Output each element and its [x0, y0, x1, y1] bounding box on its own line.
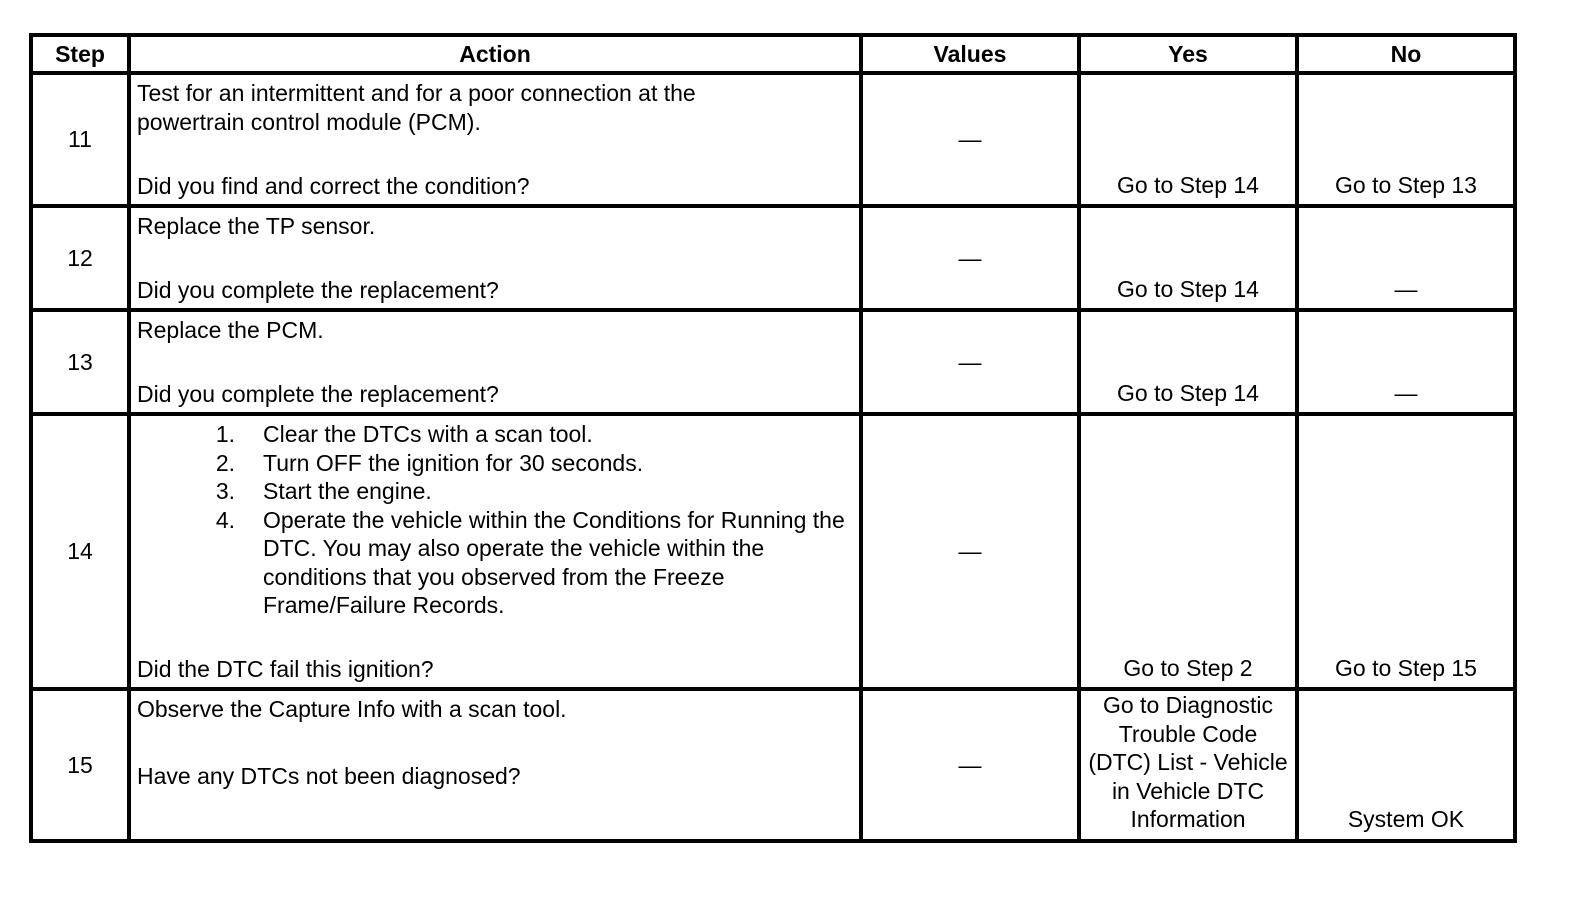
no-value: — [1394, 275, 1418, 302]
list-item-text: Turn OFF the ignition for 30 seconds. [263, 449, 644, 476]
list-item-text: Clear the DTCs with a scan tool. [263, 421, 593, 447]
table-row [31, 414, 1515, 689]
values-cell: — [861, 206, 1079, 310]
no-cell [1297, 310, 1515, 414]
yes-cell [1079, 414, 1297, 689]
header-action: Action [129, 35, 861, 73]
yes-link[interactable]: Go to Step 2 [1123, 654, 1253, 681]
yes-cell [1079, 73, 1297, 206]
yes-link[interactable]: Go to Diagnostic Trouble Code (DTC) List - Vehicle in Vehicle DTC Information [1088, 692, 1288, 832]
step-number: 11 [31, 73, 129, 206]
action-text: Observe the Capture Info with a scan tool. [137, 696, 567, 722]
no-value: System OK [1347, 806, 1465, 832]
action-cell [129, 73, 861, 206]
table-row [31, 73, 1515, 206]
no-link[interactable]: Go to Step 13 [1335, 171, 1477, 198]
values-cell: — [861, 689, 1079, 841]
action-cell [129, 310, 861, 414]
action-question: Did you complete the replacement? [137, 380, 499, 407]
no-cell [1297, 73, 1515, 206]
values-cell: — [861, 310, 1079, 414]
table-row [31, 689, 1515, 841]
no-cell [1297, 414, 1515, 689]
list-item [137, 449, 851, 478]
no-cell [1297, 206, 1515, 310]
action-text: Replace the PCM. [137, 317, 324, 343]
diagnostic-step-table [29, 33, 1517, 843]
header-step: Step [31, 35, 129, 73]
action-cell [129, 689, 861, 841]
no-cell [1297, 689, 1515, 841]
yes-cell [1079, 206, 1297, 310]
step-number: 14 [31, 414, 129, 689]
header-yes: Yes [1079, 35, 1297, 73]
yes-cell [1079, 689, 1297, 841]
action-question: Did the DTC fail this ignition? [137, 655, 434, 682]
action-text: Replace the TP sensor. [137, 213, 376, 239]
no-link[interactable]: Go to Step 15 [1335, 654, 1477, 681]
list-item [137, 420, 851, 449]
list-item-number: 1. [215, 421, 235, 447]
action-question: Did you complete the replacement? [137, 276, 499, 303]
list-item-number: 3. [215, 478, 235, 504]
list-item [137, 477, 851, 506]
action-question: Did you find and correct the condition? [137, 172, 530, 199]
step-number: 15 [31, 689, 129, 841]
table-row [31, 206, 1515, 310]
header-values: Values [861, 35, 1079, 73]
action-text: Test for an intermittent and for a poor connection at the powertrain control module (PCM). [137, 80, 696, 135]
action-step-list [137, 420, 851, 620]
values-cell: — [861, 414, 1079, 689]
table-row [31, 310, 1515, 414]
no-value: — [1394, 379, 1418, 406]
yes-cell [1079, 310, 1297, 414]
list-item [137, 506, 851, 620]
list-item-text: Start the engine. [263, 478, 432, 504]
action-cell [129, 206, 861, 310]
step-number: 12 [31, 206, 129, 310]
values-cell: — [861, 73, 1079, 206]
yes-link[interactable]: Go to Step 14 [1117, 171, 1259, 198]
action-question: Have any DTCs not been diagnosed? [137, 762, 521, 789]
header-no: No [1297, 35, 1515, 73]
table-header-row [31, 35, 1515, 73]
yes-link[interactable]: Go to Step 14 [1117, 275, 1259, 302]
yes-link[interactable]: Go to Step 14 [1117, 379, 1259, 406]
step-number: 13 [31, 310, 129, 414]
action-cell [129, 414, 861, 689]
list-item-number: 4. [215, 506, 235, 533]
list-item-text: Operate the vehicle within the Conditions for Running the DTC. You may also operate the vehicle within the conditions that you observed from the Freeze Frame/Failure Records. [263, 506, 845, 618]
list-item-number: 2. [215, 449, 235, 476]
